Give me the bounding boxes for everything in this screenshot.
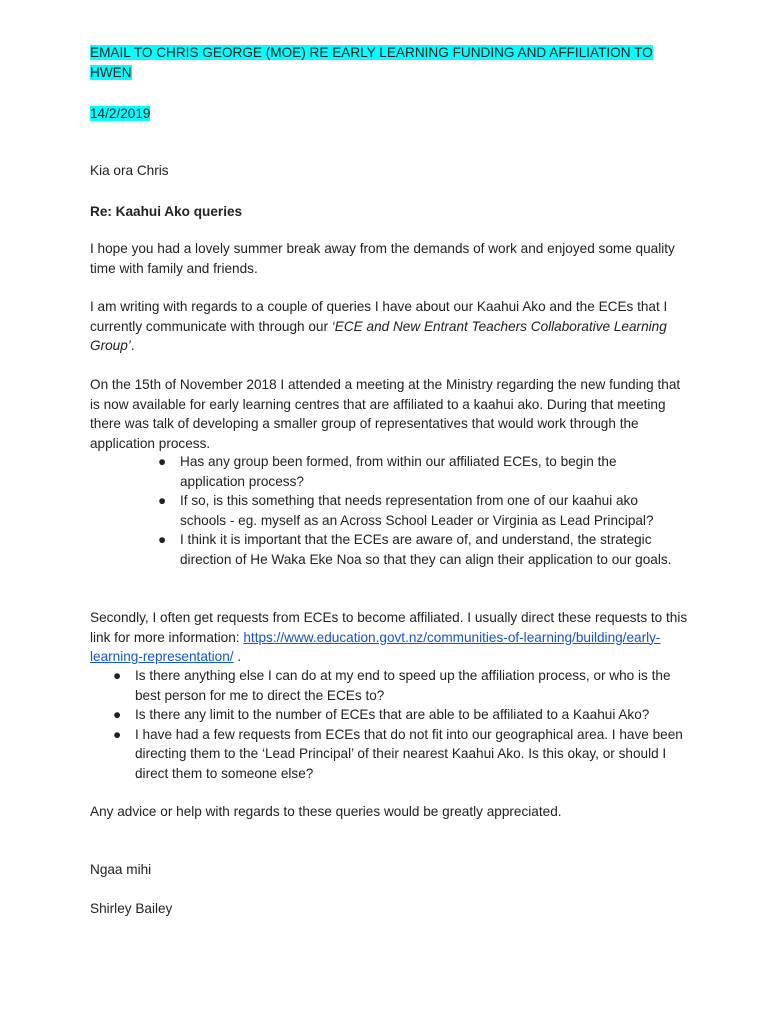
list-item: [113, 725, 693, 784]
paragraph-2-text: I am writing with regards to a couple of queries I have about our Kaahui Ako and the ECEs that I currently communicate with through our: [90, 299, 668, 334]
bullet-icon: ●: [158, 532, 167, 547]
list-item: [113, 705, 693, 725]
bullet-list-2: [113, 666, 693, 783]
list-item-text: Is there any limit to the number of ECEs that are able to be affiliated to a Kaahui Ako?: [135, 707, 650, 722]
paragraph-3: On the 15th of November 2018 I attended a meeting at the Ministry regarding the new funding that is now available for early learning centres that are affiliated to a kaahui ako. During that meeting there was talk of developing a smaller group of representatives that would work through the application process.: [90, 377, 681, 451]
signature: Shirley Bailey: [90, 901, 173, 916]
list-item-text: Has any group been formed, from within our affiliated ECEs, to begin the application process?: [180, 454, 617, 489]
paragraph-2-end: .: [130, 338, 135, 353]
bullet-list-1: [158, 452, 678, 569]
group-name: ‘ECE and New Entrant Teachers Collaborative Learning Group’: [90, 318, 667, 353]
closing-line: Ngaa mihi: [90, 862, 152, 877]
paragraph-4-end: .: [233, 649, 242, 664]
list-item: [158, 452, 678, 491]
paragraph-4: [90, 608, 690, 667]
list-item: [158, 530, 678, 569]
list-item: [158, 491, 678, 530]
paragraph-2: [90, 297, 690, 356]
greeting: Kia ora Chris: [90, 163, 169, 178]
list-item-text: I have had a few requests from ECEs that do not fit into our geographical area. I have been directing them to the ‘Lead Principal’ of their nearest Kaahui Ako. Is this okay, or should I direct them to someone else?: [135, 726, 683, 781]
bullet-icon: ●: [158, 493, 167, 508]
paragraph-1: I hope you had a lovely summer break away from the demands of work and enjoyed some quality time with family and friends.: [90, 241, 675, 276]
subject-line: Re: Kaahui Ako queries: [90, 204, 243, 219]
email-title-text: EMAIL TO CHRIS GEORGE (MOE) RE EARLY LEARNING FUNDING AND AFFILIATION TO HWEN: [90, 45, 653, 80]
bullet-icon: ●: [113, 707, 122, 722]
email-date: [90, 104, 690, 124]
bullet-icon: ●: [158, 454, 167, 469]
bullet-icon: ●: [113, 726, 122, 742]
list-item-text: Is there anything else I can do at my end to speed up the affiliation process, or who is the best person for me to direct the ECEs to?: [135, 668, 671, 703]
affiliation-info-link[interactable]: https://www.education.govt.nz/communities-of-learning/building/early-learning-representation/: [90, 629, 661, 664]
list-item-text: I think it is important that the ECEs are aware of, and understand, the strategic direction of He Waka Eke Noa so that they can align their application to our goals.: [180, 532, 672, 567]
list-item-text: If so, is this something that needs representation from one of our kaahui ako schools - eg. myself as an Across School Leader or Virginia as Lead Principal?: [180, 493, 654, 528]
list-item: [113, 666, 693, 705]
paragraph-4-text: Secondly, I often get requests from ECEs to become affiliated. I usually direct these requests to this link for more information:: [90, 610, 688, 645]
email-title: [90, 43, 690, 82]
email-date-text: 14/2/2019: [90, 106, 151, 121]
bullet-icon: ●: [113, 668, 122, 683]
paragraph-5: Any advice or help with regards to these queries would be greatly appreciated.: [90, 804, 562, 819]
